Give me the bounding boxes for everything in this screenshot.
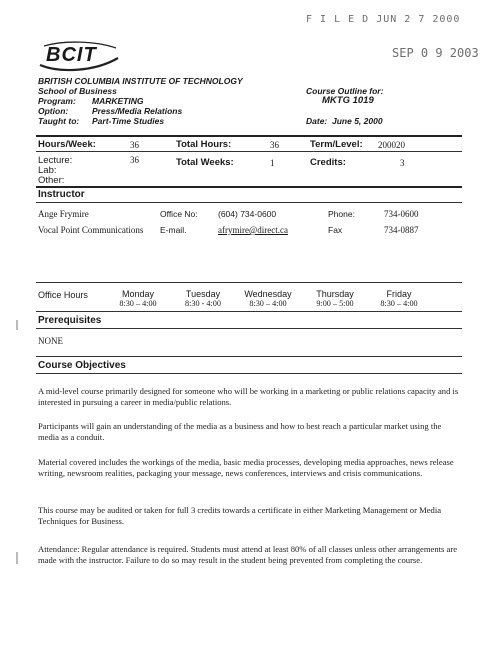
hours-top-rule — [36, 135, 462, 137]
scan-mark — [16, 320, 18, 330]
scan-mark — [16, 552, 18, 564]
objectives-rule — [36, 373, 462, 374]
objective-paragraph: Material covered includes the workings of the media, basic media processes, developing media approaches, news release writing, newsroom realities, packaging your message, news conferences, interviews and crisis communications. — [38, 457, 454, 478]
office-hours-friday — [369, 289, 429, 308]
course-code: MKTG 1019 — [322, 95, 374, 106]
instructor-company: Vocal Point Communications — [38, 225, 144, 235]
program-value: MARKETING — [92, 96, 144, 106]
day-name: Tuesday — [185, 289, 221, 299]
total-weeks-label: Total Weeks: — [176, 157, 234, 168]
term-level-value: 200020 — [378, 140, 405, 150]
objectives-title: Course Objectives — [38, 360, 126, 371]
lab-label: Lab: — [38, 165, 57, 176]
other-label: Other: — [38, 175, 65, 186]
logo-text: BCIT — [46, 44, 97, 66]
filed-stamp: F I L E D JUN 2 7 2000 — [306, 14, 461, 25]
total-hours-label: Total Hours: — [176, 139, 232, 150]
prerequisites-title: Prerequisites — [38, 315, 102, 326]
phone-value: 734-0600 — [384, 209, 419, 219]
hours-mid-rule — [36, 151, 462, 152]
objective-paragraph: This course may be audited or taken for full 3 credits towards a certificate in either Marketing Management or Media Techniques for Business. — [38, 505, 442, 526]
office-value: (604) 734-0600 — [218, 209, 277, 219]
fax-value: 734-0887 — [384, 225, 419, 235]
instructor-title: Instructor — [38, 189, 85, 200]
total-hours-value: 36 — [270, 140, 279, 150]
option-label: Option: — [38, 106, 69, 116]
option-value: Press/Media Relations — [92, 106, 183, 116]
taught-to-label: Taught to: — [38, 116, 80, 126]
received-date-stamp: SEP 0 9 2003 — [392, 46, 479, 60]
day-name: Monday — [121, 289, 155, 299]
email-label: E-mail. — [160, 225, 187, 235]
hours-bottom-rule — [36, 186, 462, 188]
date-value: June 5, 2000 — [332, 116, 383, 126]
day-time: 9:00 – 5:00 — [316, 299, 354, 308]
instructor-rule — [36, 202, 462, 203]
course-outline-label: Course Outline for: — [306, 86, 384, 96]
lecture-value: 36 — [130, 155, 139, 165]
office-hours-wednesday — [238, 289, 298, 308]
program-label: Program: — [38, 96, 76, 106]
office-hours-label: Office Hours — [38, 290, 88, 300]
taught-to-value: Part-Time Studies — [92, 116, 165, 126]
day-time: 8:30 – 4:00 — [380, 299, 418, 308]
office-hours-bottom-rule — [36, 311, 462, 312]
objective-paragraph: Attendance: Regular attendance is required. Students must attend at least 80% of all classes unless other arrangements are made with the instructor. Failure to do so may result in the student being prevented from completing the course. — [38, 544, 458, 565]
fax-label: Fax — [328, 225, 343, 235]
office-hours-top-rule — [36, 282, 462, 283]
credits-value: 3 — [400, 158, 405, 168]
office-hours-thursday — [305, 289, 365, 308]
office-hours-tuesday — [173, 289, 233, 308]
lecture-label: Lecture: — [38, 155, 73, 166]
email-link[interactable]: afrymire@direct.ca — [218, 225, 288, 235]
objective-paragraph: Participants will gain an understanding of the media as a business and how to best reach a particular market using the media as a conduit. — [38, 421, 442, 442]
hours-week-value: 36 — [130, 140, 139, 150]
day-name: Wednesday — [244, 289, 292, 299]
hours-week-label: Hours/Week: — [38, 139, 96, 150]
term-level-label: Term/Level: — [310, 139, 363, 150]
institute-name: BRITISH COLUMBIA INSTITUTE OF TECHNOLOGY — [38, 76, 243, 86]
day-time: 8:30 - 4:00 — [185, 299, 221, 308]
day-name: Friday — [386, 289, 412, 299]
school-name: School of Business — [38, 86, 117, 96]
prerequisites-value: NONE — [38, 336, 63, 346]
office-hours-monday — [108, 289, 168, 308]
day-name: Thursday — [316, 289, 354, 299]
prerequisites-rule — [36, 328, 462, 329]
phone-label: Phone: — [328, 209, 355, 219]
day-time: 8:30 – 4:00 — [119, 299, 157, 308]
day-time: 8:30 – 4:00 — [249, 299, 287, 308]
office-label: Office No: — [160, 209, 198, 219]
credits-label: Credits: — [310, 157, 346, 168]
objectives-top-rule — [36, 356, 462, 357]
instructor-name: Ange Frymire — [38, 209, 89, 219]
total-weeks-value: 1 — [270, 158, 275, 168]
objective-paragraph: A mid-level course primarily designed for someone who will be working in a marketing or public relations capacity and is interested in pursuing a career in media/public relations. — [38, 386, 459, 407]
date-label: Date: — [306, 116, 328, 126]
bcit-logo — [34, 38, 124, 74]
